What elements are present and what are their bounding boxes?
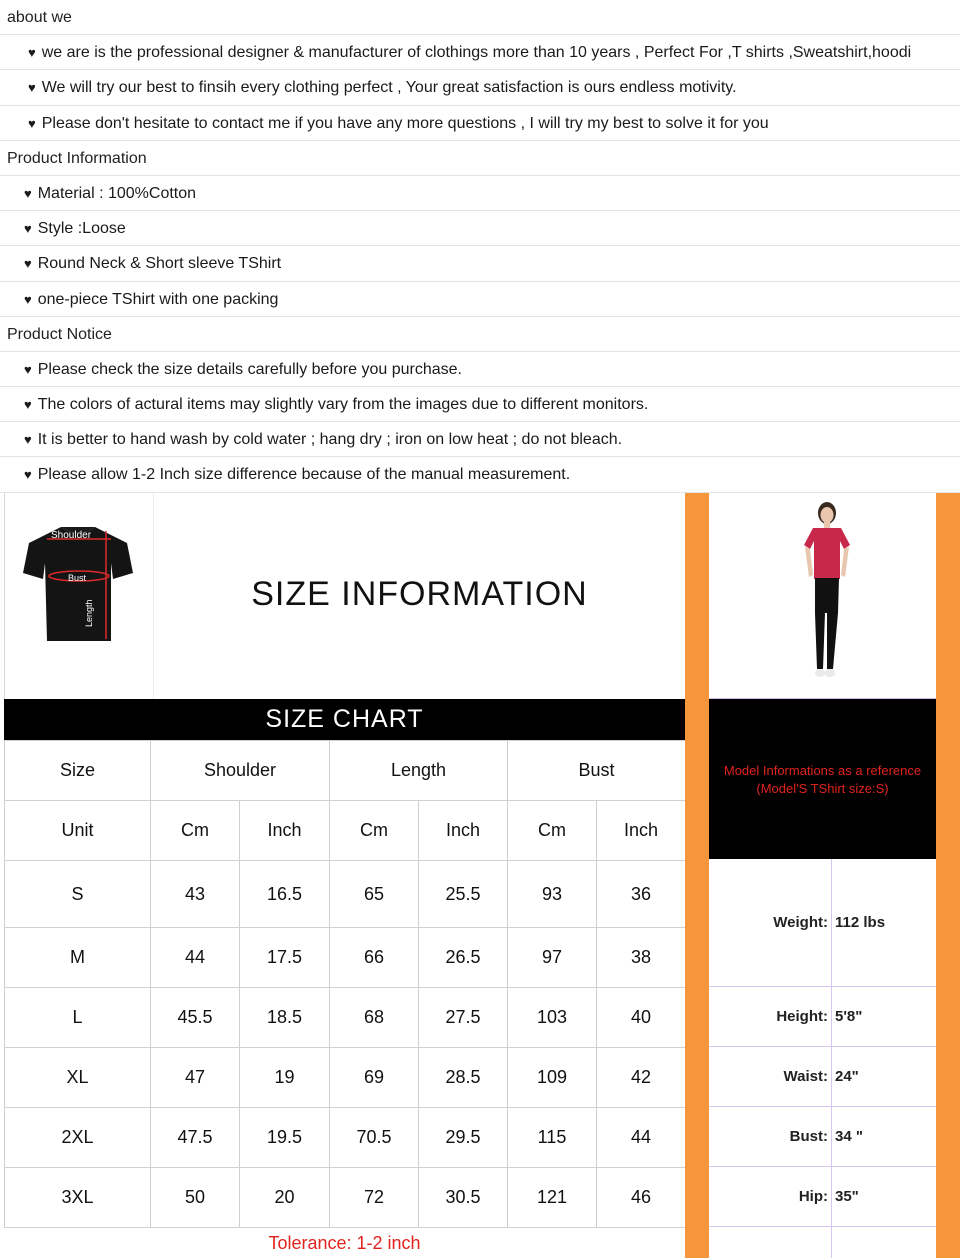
- stat-value: 24": [835, 1068, 859, 1085]
- model-note: [709, 762, 936, 798]
- table-cell: M: [5, 928, 151, 988]
- product-info-text: Material : 100%Cotton: [37, 184, 197, 202]
- length-label: Length: [84, 599, 94, 627]
- table-cell: Inch: [240, 801, 330, 861]
- heart-icon: ♥: [24, 467, 32, 483]
- product-information-heading: Product Information: [0, 141, 960, 176]
- table-cell: 3XL: [5, 1168, 151, 1228]
- table-cell: Inch: [597, 801, 686, 861]
- about-item-text: Please don't hesitate to contact me if you have any more questions , I will try my best to solve it for you: [41, 114, 769, 132]
- heart-icon: ♥: [24, 291, 32, 307]
- size-header: [4, 493, 685, 699]
- product-info-text: one-piece TShirt with one packing: [37, 290, 279, 308]
- header-shoulder: Shoulder: [151, 741, 330, 801]
- notice-item: [0, 422, 960, 457]
- table-cell: 44: [151, 928, 240, 988]
- heart-icon: ♥: [24, 185, 32, 201]
- table-cell: 47: [151, 1048, 240, 1108]
- notice-item: [0, 387, 960, 422]
- heart-icon: ♥: [28, 80, 36, 96]
- product-info-text: Style :Loose: [37, 220, 126, 238]
- notice-text: Please allow 1-2 Inch size difference because of the manual measurement.: [37, 466, 571, 484]
- stat-value: 34 ": [835, 1128, 863, 1145]
- table-cell: 20: [240, 1168, 330, 1228]
- header-length: Length: [330, 741, 508, 801]
- stat-value: 35": [835, 1188, 859, 1205]
- table-cell: 25.5: [419, 861, 508, 928]
- table-unit-row: [5, 801, 686, 861]
- product-info-item: [0, 211, 960, 246]
- product-info-item: [0, 176, 960, 211]
- table-cell: 93: [508, 861, 597, 928]
- model-stats: [709, 859, 936, 1258]
- table-row: [5, 1108, 686, 1168]
- about-item: [0, 70, 960, 105]
- product-info-item: [0, 282, 960, 317]
- table-cell: 2XL: [5, 1108, 151, 1168]
- table-cell: Inch: [419, 801, 508, 861]
- table-cell: 38: [597, 928, 686, 988]
- size-section: [0, 493, 960, 1258]
- table-row: [5, 928, 686, 988]
- heart-icon: ♥: [24, 256, 32, 272]
- table-cell: 17.5: [240, 928, 330, 988]
- table-cell: L: [5, 988, 151, 1048]
- about-heading: about we: [0, 0, 960, 35]
- table-cell: 40: [597, 988, 686, 1048]
- stat-waist: [709, 1047, 936, 1107]
- tshirt-diagram-icon: [23, 523, 133, 641]
- table-cell: 45.5: [151, 988, 240, 1048]
- stat-label: Waist:: [783, 1068, 828, 1085]
- table-cell: 103: [508, 988, 597, 1048]
- table-cell: 65: [330, 861, 419, 928]
- table-cell: 69: [330, 1048, 419, 1108]
- stat-label: Weight:: [773, 914, 828, 931]
- table-cell: 42: [597, 1048, 686, 1108]
- stat-label: Hip:: [798, 1188, 828, 1205]
- table-cell: 97: [508, 928, 597, 988]
- table-header-row: [5, 741, 686, 801]
- table-row: [5, 988, 686, 1048]
- tshirt-diagram: [23, 523, 133, 641]
- table-cell: 109: [508, 1048, 597, 1108]
- heart-icon: ♥: [24, 397, 32, 413]
- table-cell: 36: [597, 861, 686, 928]
- table-cell: 18.5: [240, 988, 330, 1048]
- about-item-text: We will try our best to finsih every clothing perfect , Your great satisfaction is ours endless motivity.: [41, 79, 737, 97]
- table-cell: Cm: [508, 801, 597, 861]
- notice-text: Please check the size details carefully before you purchase.: [37, 360, 462, 378]
- bust-label: Bust: [68, 573, 87, 583]
- notice-item: [0, 457, 960, 492]
- table-cell: 46: [597, 1168, 686, 1228]
- table-cell: Unit: [5, 801, 151, 861]
- stat-label: Bust:: [789, 1128, 828, 1145]
- table-cell: 29.5: [419, 1108, 508, 1168]
- heart-icon: ♥: [24, 221, 32, 237]
- tolerance-note: Tolerance: 1-2 inch: [268, 1233, 421, 1253]
- heart-icon: ♥: [28, 115, 36, 131]
- table-cell: 28.5: [419, 1048, 508, 1108]
- about-item: [0, 106, 960, 141]
- product-info-item: [0, 246, 960, 281]
- table-cell: 44: [597, 1108, 686, 1168]
- header-size: Size: [5, 741, 151, 801]
- table-cell: S: [5, 861, 151, 928]
- table-cell: 121: [508, 1168, 597, 1228]
- heart-icon: ♥: [28, 45, 36, 61]
- table-cell: 50: [151, 1168, 240, 1228]
- orange-stripe: [685, 493, 709, 1258]
- model-figure-icon: [709, 493, 936, 699]
- stat-bust: [709, 1107, 936, 1167]
- about-item-text: we are is the professional designer & manufacturer of clothings more than 10 years , Perfect For ,T shirts ,Sweatshirt,hoodi: [41, 44, 912, 62]
- table-cell: 72: [330, 1168, 419, 1228]
- table-cell: 115: [508, 1108, 597, 1168]
- product-info-text: Round Neck & Short sleeve TShirt: [37, 255, 282, 273]
- stat-label: Height:: [776, 1008, 828, 1025]
- table-cell: Cm: [330, 801, 419, 861]
- about-item: [0, 35, 960, 70]
- shoulder-label: Shoulder: [51, 530, 92, 541]
- product-description: [0, 0, 960, 493]
- stat-value: 5'8": [835, 1008, 863, 1025]
- table-row: [5, 1048, 686, 1108]
- heart-icon: ♥: [24, 432, 32, 448]
- stat-weight: [709, 859, 936, 987]
- table-cell: 16.5: [240, 861, 330, 928]
- model-note-line1: Model Informations as a reference: [723, 763, 922, 778]
- table-cell: 27.5: [419, 988, 508, 1048]
- size-chart-table: [4, 740, 686, 1228]
- table-cell: 30.5: [419, 1168, 508, 1228]
- table-cell: Cm: [151, 801, 240, 861]
- table-cell: 70.5: [330, 1108, 419, 1168]
- model-photo: [709, 493, 936, 699]
- size-information-title: SIZE INFORMATION: [251, 575, 588, 613]
- table-cell: 47.5: [151, 1108, 240, 1168]
- table-row: [5, 861, 686, 928]
- model-note-line2: (Model'S TShirt size:S): [756, 781, 889, 796]
- table-cell: 43: [151, 861, 240, 928]
- stat-value: 112 lbs: [835, 914, 886, 931]
- table-cell: 66: [330, 928, 419, 988]
- header-bust: Bust: [508, 741, 686, 801]
- table-row: [5, 1168, 686, 1228]
- heart-icon: ♥: [24, 361, 32, 377]
- stat-hip: [709, 1167, 936, 1227]
- size-chart-title: SIZE CHART: [4, 699, 685, 740]
- table-cell: 19.5: [240, 1108, 330, 1168]
- orange-stripe: [936, 493, 960, 1258]
- table-cell: 68: [330, 988, 419, 1048]
- product-notice-heading: Product Notice: [0, 317, 960, 352]
- table-cell: XL: [5, 1048, 151, 1108]
- table-cell: 19: [240, 1048, 330, 1108]
- notice-item: [0, 352, 960, 387]
- stat-height: [709, 987, 936, 1047]
- table-cell: 26.5: [419, 928, 508, 988]
- notice-text: The colors of actural items may slightly vary from the images due to different monitors.: [37, 396, 649, 414]
- notice-text: It is better to hand wash by cold water ; hang dry ; iron on low heat ; do not bleach.: [37, 431, 623, 449]
- model-info-box: [709, 699, 936, 859]
